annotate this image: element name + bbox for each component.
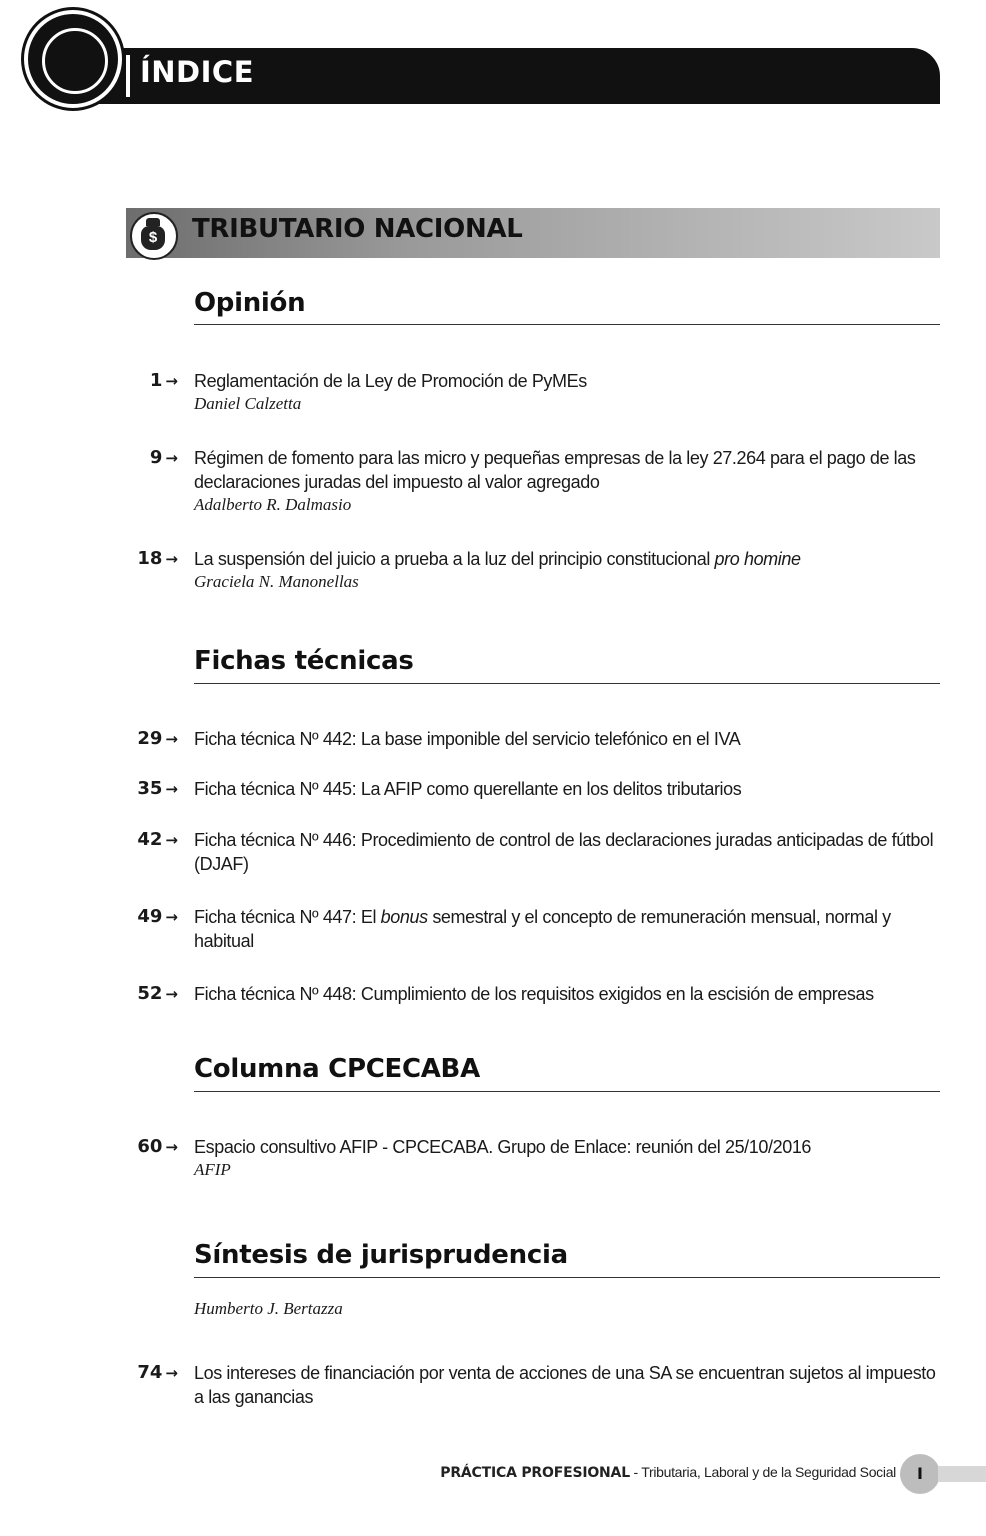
page-number: 60 → [137,1136,178,1157]
heading-columna: Columna CPCECABA [194,1054,480,1084]
entry-author: Adalberto R. Dalmasio [194,495,352,514]
footer-subtitle: Tributaria, Laboral y de la Seguridad Social [641,1464,896,1480]
entry-title: Los intereses de financiación por venta de acciones de una SA se encuentran sujetos al impuesto a las ganancias [194,1363,936,1407]
entry-title: Ficha técnica Nº 448: Cumplimiento de los requisitos exigidos en la escisión de empresas [194,984,874,1004]
section-author: Humberto J. Bertazza [194,1299,343,1318]
footer: PRÁCTICA PROFESIONAL - Tributaria, Laboral y de la Seguridad Social [440,1464,896,1481]
entry-title: Reglamentación de la Ley de Promoción de PyMEs Daniel Calzetta [194,369,940,415]
entry-title: Ficha técnica Nº 442: La base imponible del servicio telefónico en el IVA [194,729,741,749]
page-number-badge: I [900,1454,940,1494]
entry-author: Graciela N. Manonellas [194,572,359,591]
entry-title: Ficha técnica Nº 447: El bonus semestral y el concepto de remuneración mensual, normal y habitual [194,907,891,951]
page-number: 18 → [137,548,178,569]
heading-sintesis: Síntesis de jurisprudencia [194,1240,568,1270]
entry-title: Ficha técnica Nº 446: Procedimiento de control de las declaraciones juradas anticipadas de fútbol (DJAF) [194,830,934,874]
entry-title: Régimen de fomento para las micro y pequeñas empresas de la ley 27.264 para el pago de las declaraciones juradas del impuesto al valor agregado Adalberto R. Dalmasio [194,446,940,516]
entry-author: Daniel Calzetta [194,394,302,413]
page-number: 35 → [137,778,178,799]
header-ring-icon [42,28,108,94]
footer-brand: PRÁCTICA PROFESIONAL [440,1465,630,1481]
rule-sintesis [194,1277,940,1278]
page-number: 1 → [149,370,178,391]
rule-columna [194,1091,940,1092]
page-number: 29 → [137,728,178,749]
page-title: ÍNDICE [140,55,255,89]
entry-title: Espacio consultivo AFIP - CPCECABA. Grupo de Enlace: reunión del 25/10/2016 AFIP [194,1135,940,1181]
header-divider [126,55,130,97]
page-number: 74 → [137,1362,178,1383]
page-number: 9 → [149,447,178,468]
page-number: 49 → [137,906,178,927]
rule-fichas [194,683,940,684]
page-tab [938,1466,986,1482]
entry-author: AFIP [194,1160,231,1179]
heading-opinion: Opinión [194,288,306,318]
rule-opinion [194,324,940,325]
page-number: 52 → [137,983,178,1004]
entry-title: Ficha técnica Nº 445: La AFIP como querellante en los delitos tributarios [194,779,742,799]
heading-fichas: Fichas técnicas [194,646,414,676]
money-bag-icon: $ [130,212,178,260]
section-title: TRIBUTARIO NACIONAL [192,214,523,244]
entry-title: La suspensión del juicio a prueba a la luz del principio constitucional pro homine Graciela N. Manonellas [194,547,940,593]
page-number: 42 → [137,829,178,850]
